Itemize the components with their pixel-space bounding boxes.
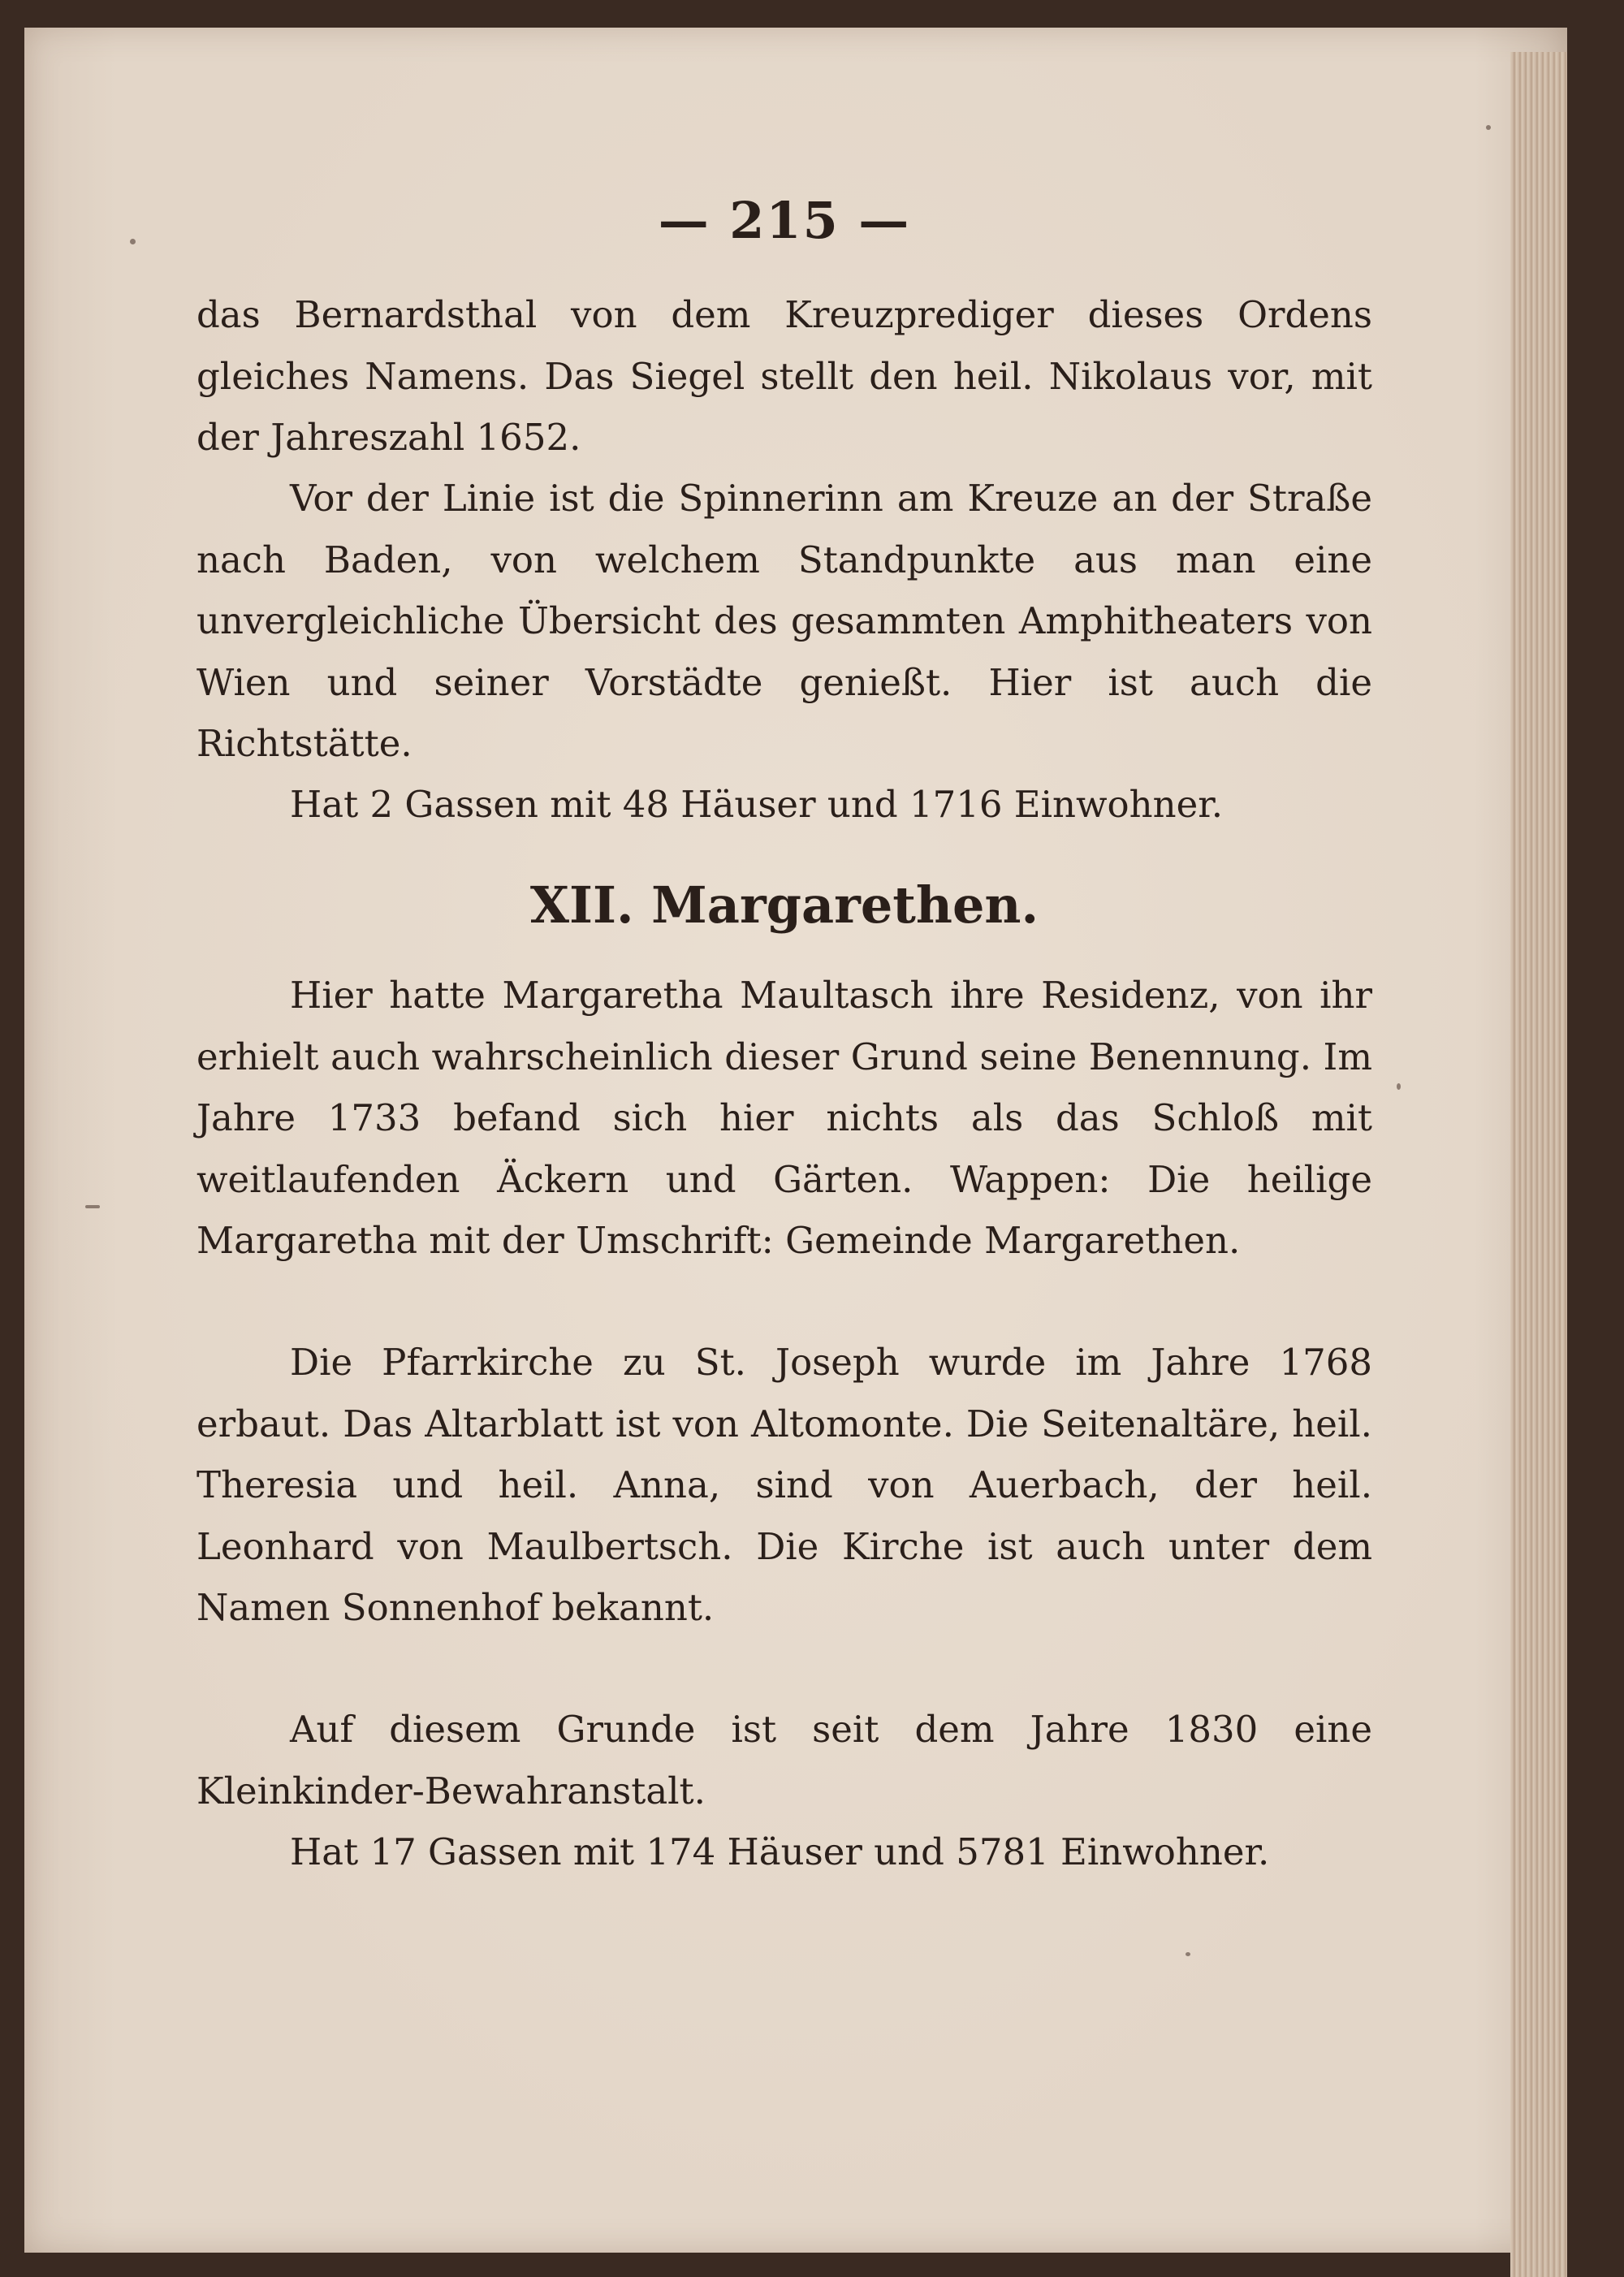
paper-speck	[1486, 125, 1491, 130]
paragraph-statistics-2: Hat 17 Gassen mit 174 Häuser und 5781 Einwohner.	[290, 1830, 1270, 1873]
paper-speck	[85, 1205, 100, 1208]
page-edges	[1510, 52, 1567, 2277]
paper-speck	[130, 239, 136, 244]
paragraph-spinnerinn: Vor der Linie ist die Spinnerinn am Kreuze an der Straße nach Baden, von welchem Standpunkte aus man eine unvergleichliche Übersicht des gesammten Amphitheaters von Wien und seiner Vorstädte genießt. Hier ist auch die Richtstätte.	[197, 477, 1372, 765]
paper-speck	[1397, 1083, 1401, 1090]
section-heading: XII. Margarethen.	[529, 875, 1039, 935]
paragraph-bernardsthal: das Bernardsthal von dem Kreuzprediger dieses Ordens gleiches Namens. Das Siegel stellt den heil. Nikolaus vor, mit der Jahreszahl 1652.	[197, 293, 1372, 459]
paragraph-pfarrkirche: Die Pfarrkirche zu St. Joseph wurde im Jahre 1768 erbaut. Das Altarblatt ist von Altomonte. Die Seitenaltäre, heil. Theresia und heil. Anna, sind von Auerbach, der heil. Leonhard von Maulbertsch. Die Kirche ist auch unter dem Namen Sonnenhof bekannt.	[197, 1341, 1372, 1629]
book-page	[24, 28, 1567, 2253]
paper-speck	[1186, 1952, 1190, 1956]
paragraph-statistics-1: Hat 2 Gassen mit 48 Häuser und 1716 Einwohner.	[290, 783, 1224, 826]
paragraph-maultasch: Hier hatte Margaretha Maultasch ihre Residenz, von ihr erhielt auch wahrscheinlich dieser Grund seine Benennung. Im Jahre 1733 befand sich hier nichts als das Schloß mit weitlaufenden Äckern und Gärten. Wappen: Die heilige Margaretha mit der Umschrift: Gemeinde Margarethen.	[197, 974, 1372, 1262]
page-number: — 215 —	[658, 191, 911, 250]
paragraph-bewahranstalt: Auf diesem Grunde ist seit dem Jahre 1830 eine Kleinkinder-Bewahranstalt.	[197, 1708, 1372, 1813]
